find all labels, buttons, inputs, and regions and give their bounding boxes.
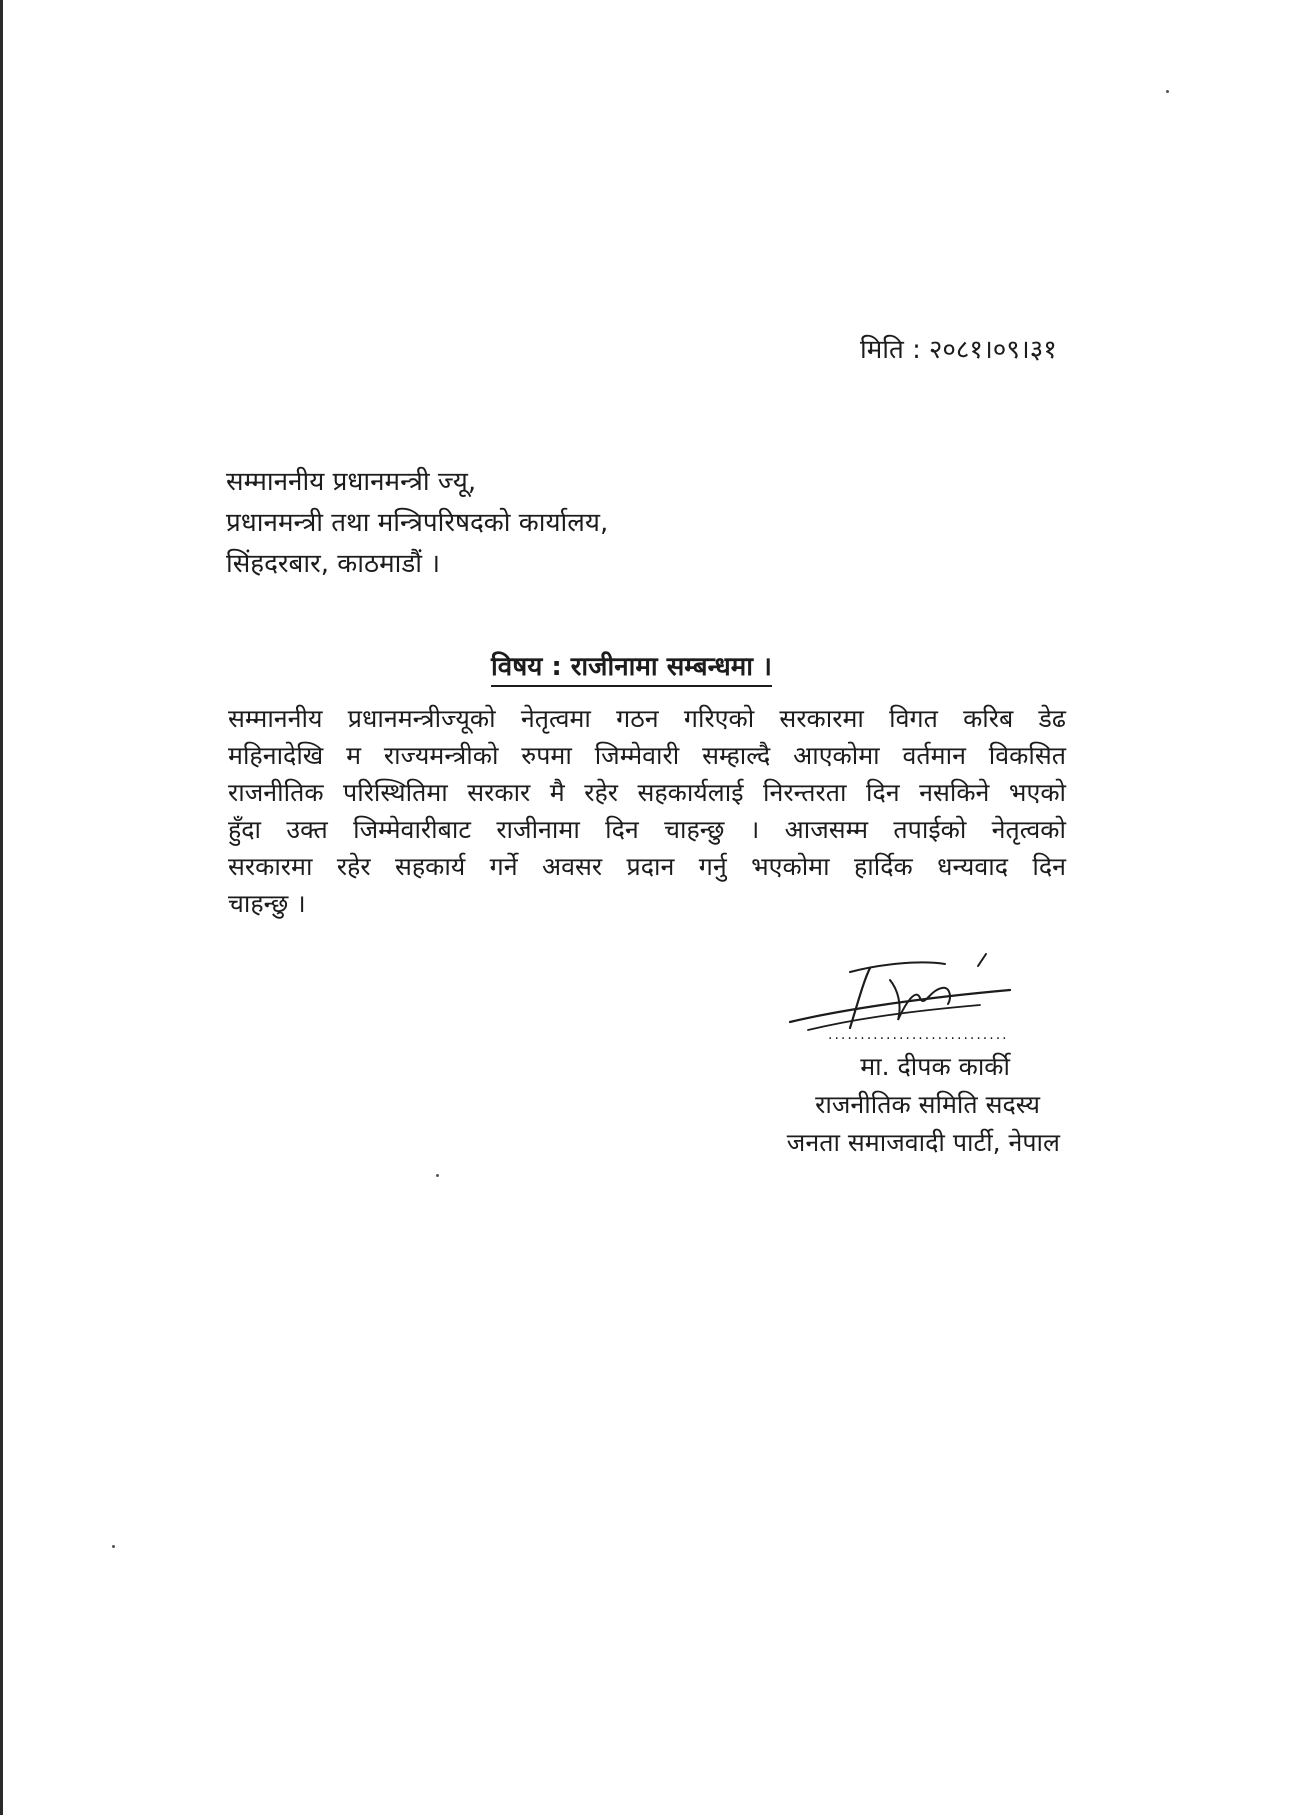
letter-body [228,700,1066,922]
scan-speck [1166,90,1169,93]
scan-edge [0,0,3,1815]
address-line-office: प्रधानमन्त्री तथा मन्त्रिपरिषदको कार्यालय, [226,508,609,538]
body-line: सम्माननीय प्रधानमन्त्रीज्यूको नेतृत्वमा गठन गरिएको सरकारमा विगत करिब डेढ [228,704,1066,733]
body-line: सरकारमा रहेर सहकार्य गर्ने अवसर प्रदान गर्नु भएकोमा हार्दिक धन्यवाद दिन [228,852,1066,881]
address-line-location: सिंहदरबार, काठमाडौं । [226,549,441,579]
handwritten-signature [780,950,1020,1040]
body-line: महिनादेखि म राज्यमन्त्रीको रुपमा जिम्मेवारी सम्हाल्दै आएकोमा वर्तमान विकसित [228,741,1066,770]
body-line: चाहन्छु । [228,889,306,918]
scan-speck [112,1545,115,1548]
date-line [860,330,1057,366]
body-line: राजनीतिक परिस्थितिमा सरकार मै रहेर सहकार्यलाई निरन्तरता दिन नसकिने भएको [228,778,1066,807]
signatory-title: राजनीतिक समिति सदस्य [815,1090,1040,1119]
date-label: मिति : [860,335,921,365]
address-line-recipient: सम्माननीय प्रधानमन्त्री ज्यू, [226,467,477,497]
subject-line: विषय : राजीनामा सम्बन्धमा । [491,647,772,687]
recipient-address [226,462,608,585]
signature-dots: ............................ [828,1027,1009,1040]
date-value: २०८१।०९।३१ [928,335,1057,365]
signatory-block [700,1048,1060,1162]
signatory-party: जनता समाजवादी पार्टी, नेपाल [786,1128,1060,1157]
body-line: हुँदा उक्त जिम्मेवारीबाट राजीनामा दिन चाहन्छु । आजसम्म तपाईको नेतृत्वको [228,815,1066,844]
scan-speck [436,1174,439,1177]
signatory-name: मा. दीपक कार्की [860,1052,1010,1081]
